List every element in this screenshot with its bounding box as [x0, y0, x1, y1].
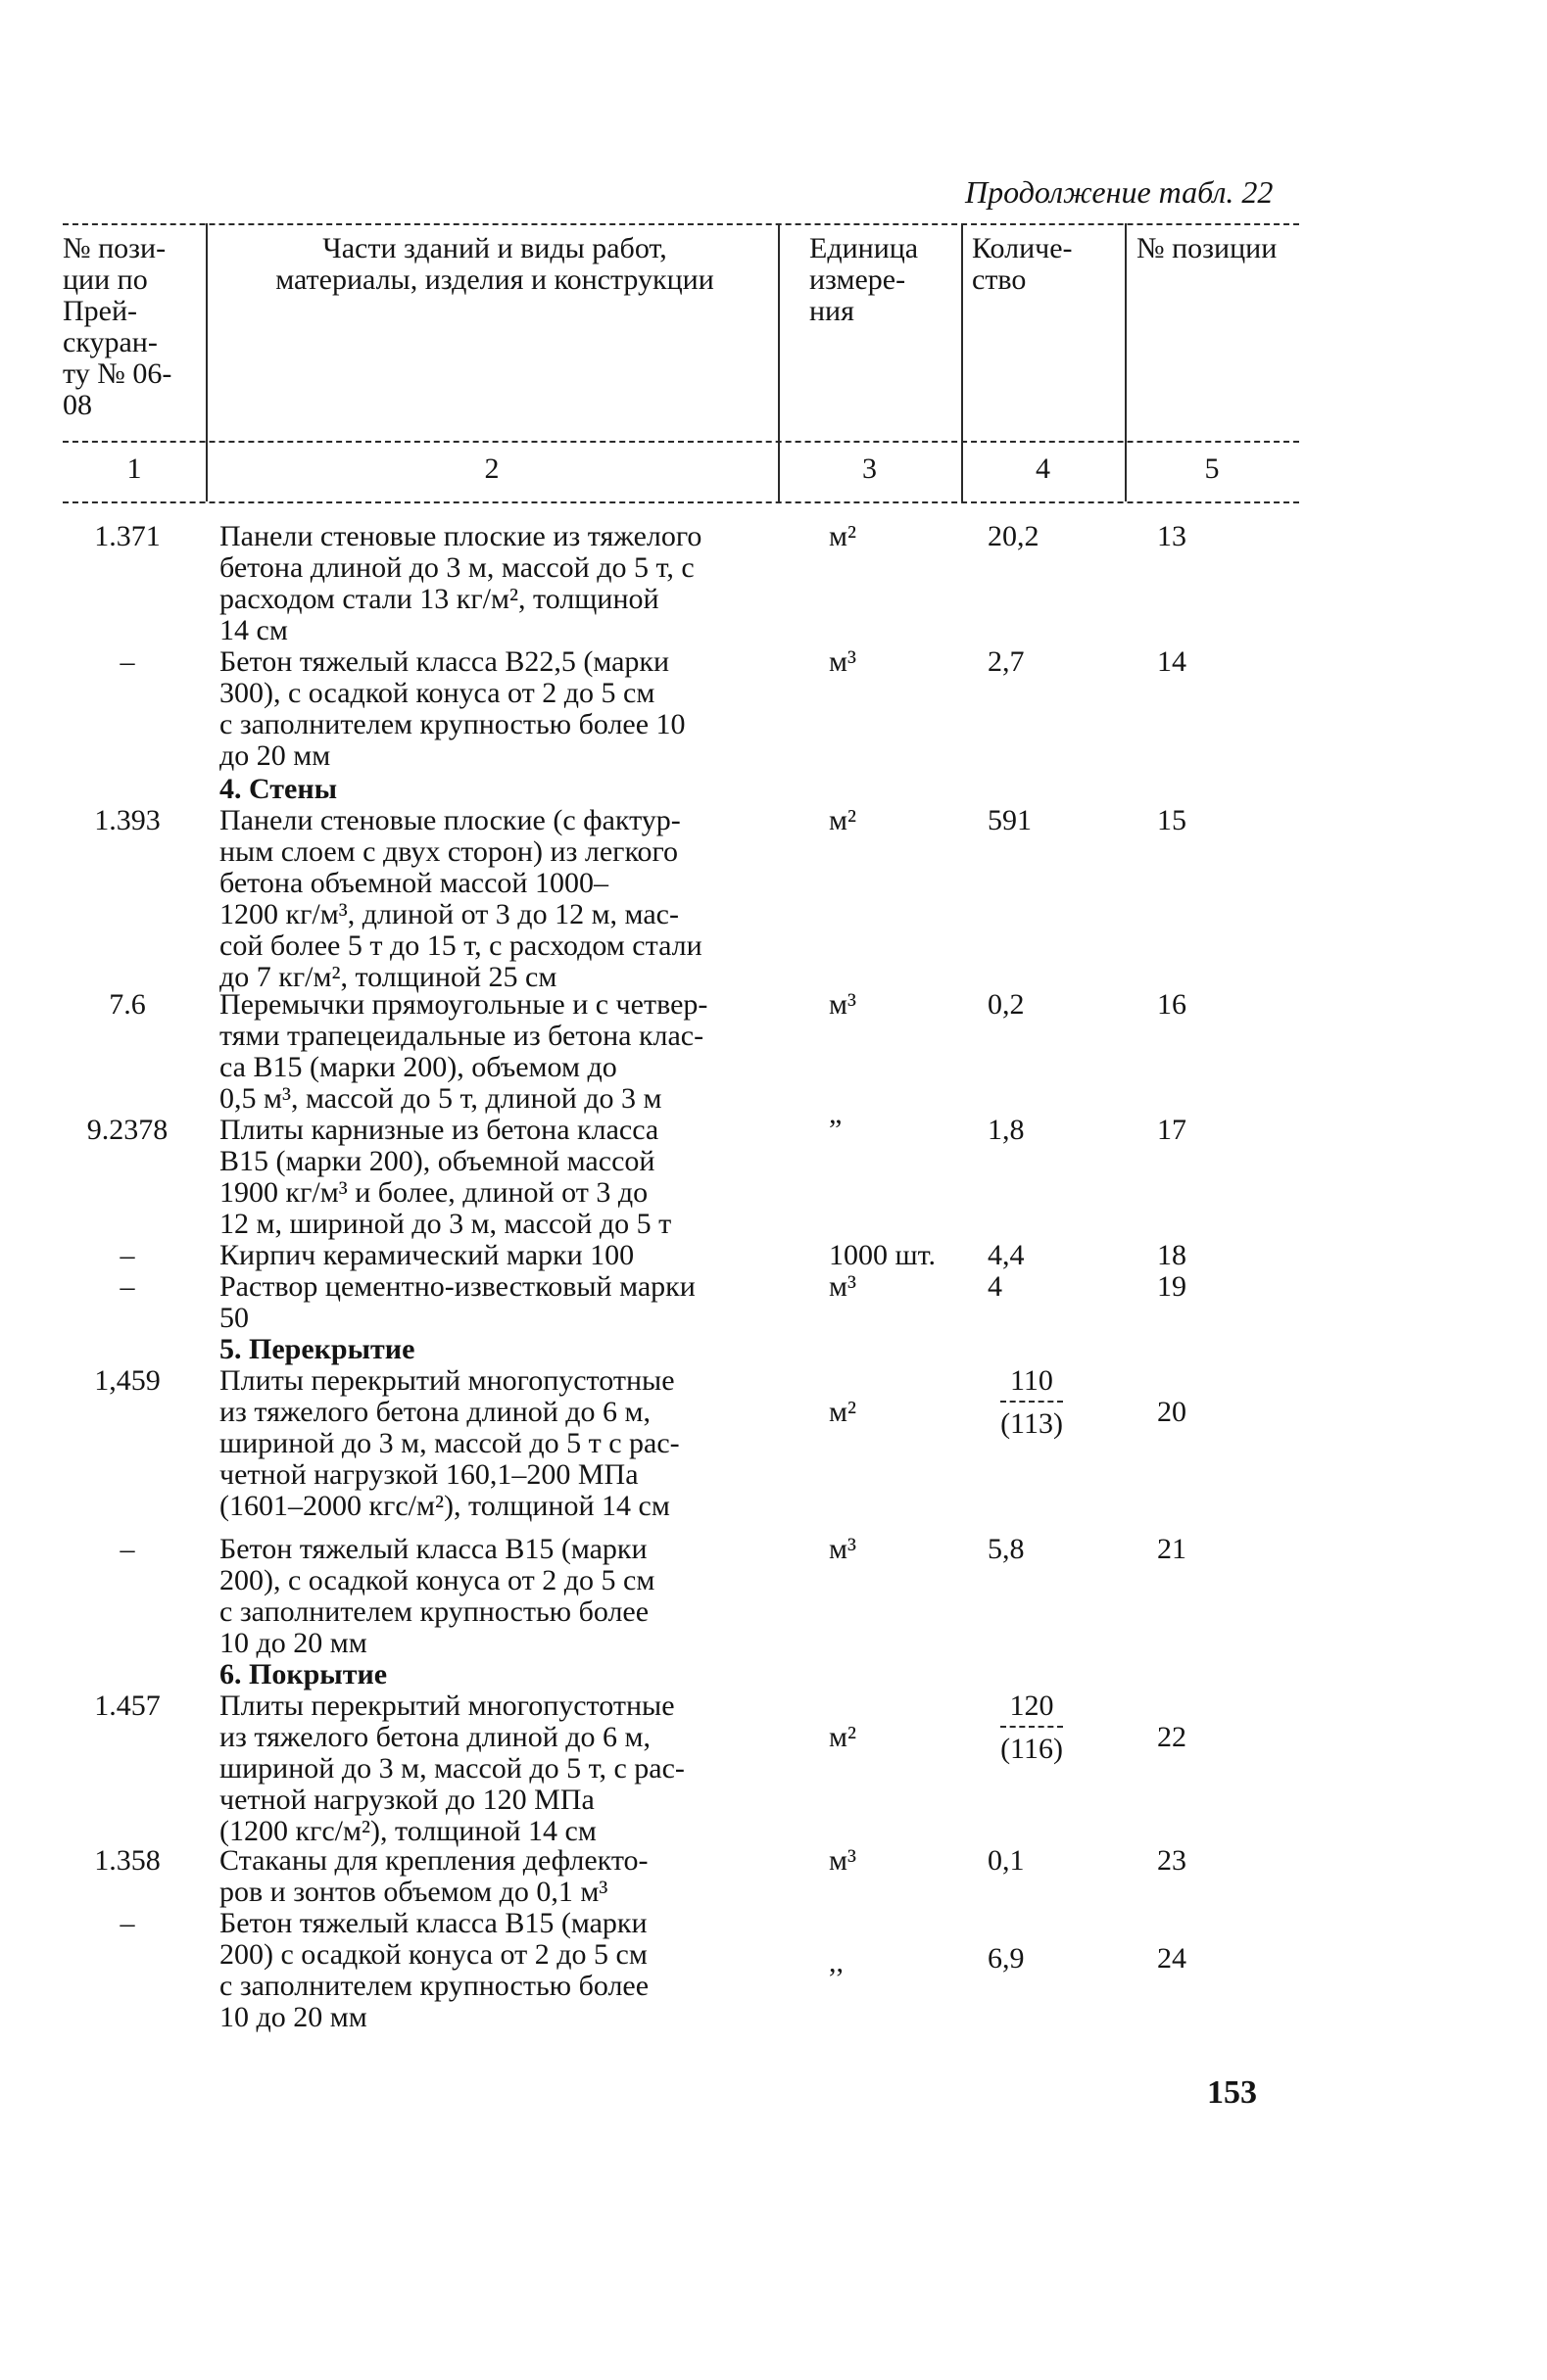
header-unit: Единица измере- ния — [809, 232, 919, 327]
section-heading-walls: 4. Стены — [219, 773, 338, 805]
row-quantity: 20,2 — [988, 520, 1039, 552]
row-position: – — [120, 1239, 135, 1271]
section-heading-floor: 5. Перекрытие — [219, 1333, 415, 1365]
row-description: Бетон тяжелый класса В15 (марки 200) с осадкой конуса от 2 до 5 см с заполнителем крупностью более 10 до 20 мм — [219, 1907, 650, 2033]
row-unit: ,, — [829, 1946, 844, 1978]
row-quantity-fraction — [988, 1365, 1076, 1440]
quantity-numerator: 120 — [1009, 1690, 1054, 1722]
row-quantity: 4,4 — [988, 1239, 1025, 1271]
row-unit: м² — [829, 520, 856, 552]
fraction-bar — [1000, 1726, 1063, 1728]
row-position: – — [120, 1907, 135, 1939]
column-number-3: 3 — [862, 452, 877, 485]
row-item-number: 19 — [1157, 1270, 1186, 1303]
row-description: Перемычки прямоугольные и с четвер- тями трапецеидальные из бетона клас- са В15 (марки 200), объемом до 0,5 м³, массой до 5 т, длиной до 3 м — [219, 988, 708, 1115]
row-item-number: 15 — [1157, 804, 1186, 836]
row-quantity: 0,1 — [988, 1844, 1025, 1877]
row-unit: ” — [829, 1114, 843, 1146]
column-number-5: 5 — [1204, 452, 1220, 485]
row-quantity: 0,2 — [988, 988, 1025, 1021]
row-description: Бетон тяжелый класса В15 (марки 200), с осадкой конуса от 2 до 5 см с заполнителем крупностью более 10 до 20 мм — [219, 1533, 655, 1659]
header-item-number: № позиции — [1136, 232, 1278, 264]
header-position-number: № пози- ции по Прей- скуран- ту № 06- 08 — [63, 232, 172, 421]
row-description: Плиты перекрытий многопустотные из тяжелого бетона длиной до 6 м, шириной до 3 м, массой до 5 т, с рас- четной нагрузкой до 120 МПа (1200 кгс/м²), толщиной 14 см — [219, 1690, 685, 1847]
row-quantity: 591 — [988, 804, 1032, 836]
fraction-bar — [1000, 1401, 1063, 1403]
row-item-number: 22 — [1157, 1721, 1186, 1753]
quantity-denominator: (113) — [1000, 1407, 1063, 1440]
row-unit: м³ — [829, 1270, 856, 1303]
quantity-denominator: (116) — [1000, 1733, 1063, 1765]
row-quantity: 4 — [988, 1270, 1002, 1303]
row-unit: м³ — [829, 645, 856, 678]
header-top-rule — [63, 223, 1299, 225]
row-quantity: 6,9 — [988, 1942, 1025, 1975]
row-position: – — [120, 645, 135, 678]
row-position: 1,459 — [94, 1364, 161, 1397]
row-unit: м² — [829, 1396, 856, 1428]
row-description: Плиты перекрытий многопустотные из тяжелого бетона длиной до 6 м, шириной до 3 м, массой до 5 т с рас- четной нагрузкой 160,1–200 МПа (1601–2000 кгс/м²), толщиной 14 см — [219, 1364, 680, 1522]
row-quantity: 5,8 — [988, 1533, 1025, 1565]
row-unit: м³ — [829, 1533, 856, 1565]
row-unit: 1000 шт. — [829, 1239, 936, 1271]
row-item-number: 16 — [1157, 988, 1186, 1021]
column-number-1: 1 — [126, 452, 142, 485]
row-position: 7.6 — [109, 988, 146, 1021]
row-unit: м³ — [829, 1844, 856, 1877]
row-position: 1.393 — [94, 804, 161, 836]
row-description: Раствор цементно-известковый марки 50 — [219, 1270, 696, 1334]
row-description: Кирпич керамический марки 100 — [219, 1239, 635, 1271]
row-description: Бетон тяжелый класса В22,5 (марки 300), с осадкой конуса от 2 до 5 см с заполнителем крупностью более 10 до 20 мм — [219, 645, 686, 772]
row-unit: м³ — [829, 988, 856, 1021]
quantity-numerator: 110 — [1010, 1364, 1053, 1397]
row-item-number: 17 — [1157, 1114, 1186, 1146]
header-bottom-rule — [63, 441, 1299, 443]
row-item-number: 14 — [1157, 645, 1186, 678]
header-quantity: Количе- ство — [972, 232, 1073, 296]
section-heading-roof: 6. Покрытие — [219, 1658, 388, 1690]
page-number: 153 — [1207, 2074, 1257, 2111]
header-work-description: Части зданий и виды работ, материалы, изделия и конструкции — [275, 232, 714, 296]
row-description: Плиты карнизные из бетона класса В15 (марки 200), объемной массой 1900 кг/м³ и более, длиной от 3 до 12 м, шириной до 3 м, массой до 5 т — [219, 1114, 672, 1240]
row-quantity: 1,8 — [988, 1114, 1025, 1146]
row-quantity: 2,7 — [988, 645, 1025, 678]
row-quantity-fraction — [988, 1690, 1076, 1765]
row-item-number: 13 — [1157, 520, 1186, 552]
table-continuation-caption: Продолжение табл. 22 — [965, 174, 1274, 210]
number-row-rule — [63, 501, 1299, 503]
row-position: 1.371 — [94, 520, 161, 552]
row-unit: м² — [829, 1721, 856, 1753]
row-item-number: 24 — [1157, 1942, 1186, 1975]
row-item-number: 20 — [1157, 1396, 1186, 1428]
row-description: Панели стеновые плоские (с фактур- ным слоем с двух сторон) из легкого бетона объемной массой 1000– 1200 кг/м³, длиной от 3 до 12 м, мас- сой более 5 т до 15 т, с расходом стали до 7 кг/м², толщиной 25 см — [219, 804, 702, 993]
row-item-number: 23 — [1157, 1844, 1186, 1877]
row-position: 1.358 — [94, 1844, 161, 1877]
row-description: Панели стеновые плоские из тяжелого бетона длиной до 3 м, массой до 5 т, с расходом стали 13 кг/м², толщиной 14 см — [219, 520, 702, 646]
row-item-number: 21 — [1157, 1533, 1186, 1565]
row-item-number: 18 — [1157, 1239, 1186, 1271]
row-position: – — [120, 1270, 135, 1303]
row-description: Стаканы для крепления дефлекто- ров и зонтов объемом до 0,1 м³ — [219, 1844, 649, 1908]
column-number-4: 4 — [1036, 452, 1050, 485]
row-position: – — [120, 1533, 135, 1565]
column-number-2: 2 — [484, 452, 500, 485]
row-position: 9.2378 — [86, 1114, 169, 1146]
row-unit: м² — [829, 804, 856, 836]
row-position: 1.457 — [94, 1690, 161, 1722]
